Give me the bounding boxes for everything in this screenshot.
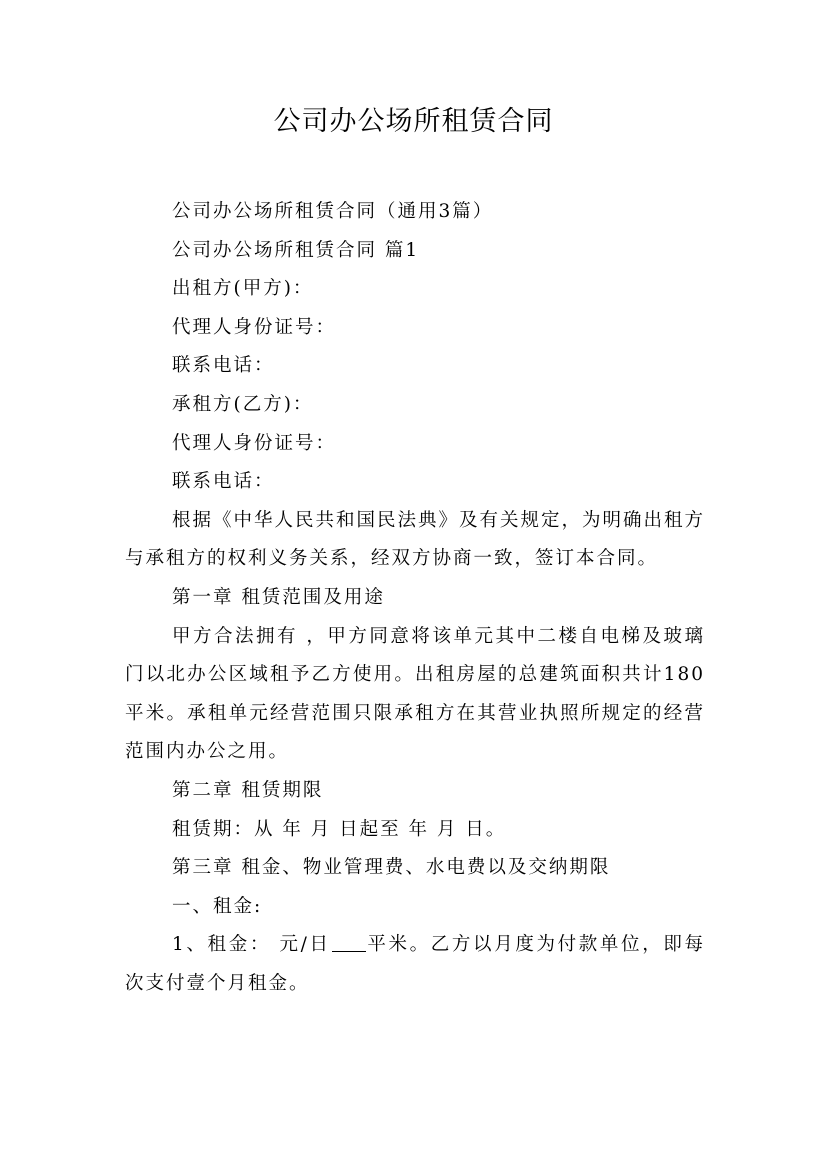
paragraph-chapter-1: 第一章 租赁范围及用途 bbox=[172, 586, 385, 608]
paragraph-section-heading: 公司办公场所租赁合同 篇1 bbox=[172, 239, 420, 261]
paragraph-rent bbox=[125, 926, 705, 1003]
paragraph-lessee-agent-id: 代理人身份证号： bbox=[172, 432, 337, 454]
paragraph-lessee: 承租方(乙方)： bbox=[172, 393, 314, 415]
paragraph-chapter-3: 第三章 租金、物业管理费、水电费以及交纳期限 bbox=[172, 857, 611, 879]
paragraph-lessor-agent-id: 代理人身份证号： bbox=[172, 316, 337, 338]
document-body bbox=[125, 193, 705, 1003]
paragraph-lessor: 出租方(甲方)： bbox=[172, 278, 314, 300]
paragraph-lessor-phone: 联系电话： bbox=[172, 355, 275, 377]
paragraph-rent-heading: 一、租金: bbox=[172, 895, 263, 917]
rent-text-before: 1、租金： 元/日 bbox=[172, 934, 331, 956]
rent-blank-underline bbox=[332, 933, 366, 952]
paragraph-preamble: 根据《中华人民共和国民法典》及有关规定，为明确出租方与承租方的权利义务关系，经双方协商一致，签订本合同。 bbox=[125, 509, 706, 570]
paragraph-lessee-phone: 联系电话： bbox=[172, 471, 275, 493]
paragraph-subtitle: 公司办公场所租赁合同（通用3篇） bbox=[172, 201, 494, 222]
paragraph-term: 租赁期：从 年 月 日起至 年 月 日。 bbox=[172, 818, 507, 840]
paragraph-scope: 甲方合法拥有 ，甲方同意将该单元其中二楼自电梯及玻璃门以北办公区域租予乙方使用。出租房屋的总建筑面积共计180平米。承租单元经营范围只限承租方在其营业执照所规定的经营范围内办公之用。 bbox=[125, 625, 705, 763]
paragraph-chapter-2: 第二章 租赁期限 bbox=[172, 779, 324, 801]
rent-text-after: 平米。乙方以月度为付款单位，即每次支付壹个月租金。 bbox=[125, 934, 705, 994]
document-title: 公司办公场所租赁合同 bbox=[273, 106, 554, 137]
